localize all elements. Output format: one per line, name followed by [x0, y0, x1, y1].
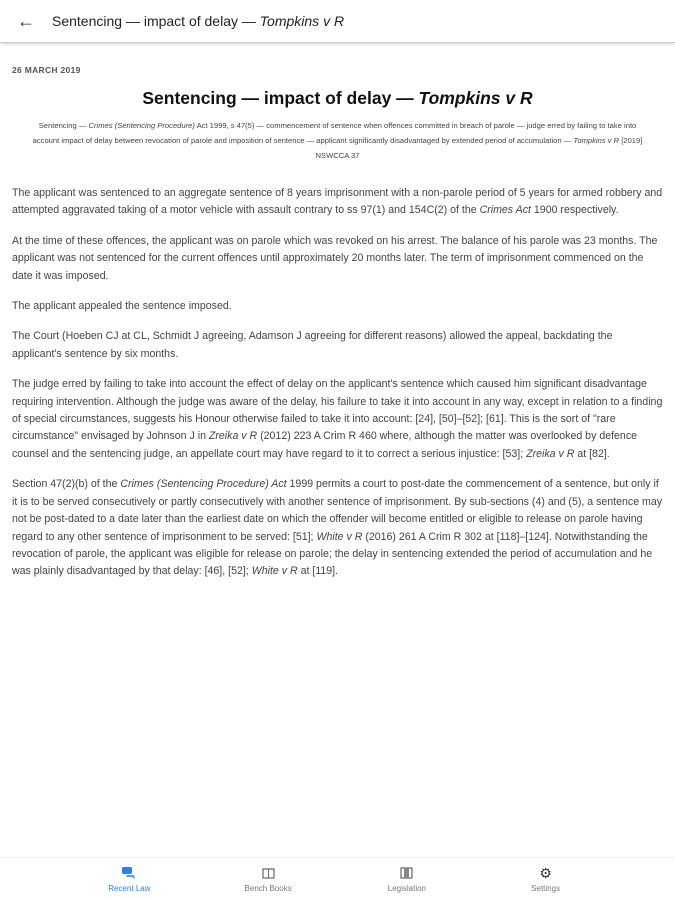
italic-citation: Crimes Act [479, 204, 531, 217]
article-paragraph [12, 328, 663, 363]
article [0, 43, 675, 857]
text-segment: at [119]. [297, 565, 339, 578]
arrow-left-icon: ← [17, 10, 35, 31]
italic-citation: Crimes (Sentencing Procedure) Act [120, 478, 287, 491]
article-paragraph [12, 298, 663, 315]
article-date: 26 MARCH 2019 [12, 65, 81, 75]
article-paragraph [12, 376, 663, 463]
text-segment: At the time of these offences, the applicant was on parole which was revoked on his arrest. The balance of his parole was 23 months. The applicant was not sentenced for the current offences until approximately 20 months later. The term of imprisonment commenced on the date it was imposed. [12, 234, 658, 282]
chat-icon [122, 865, 136, 881]
italic-citation: White v R [251, 565, 298, 578]
article-paragraph [12, 185, 663, 220]
back-button[interactable] [0, 0, 52, 43]
article-paragraph [12, 476, 663, 580]
italic-citation: Crimes (Sentencing Procedure) [88, 121, 195, 130]
article-title [12, 88, 663, 109]
app-bar-title [52, 13, 344, 29]
title-text: Sentencing — impact of delay — [52, 13, 260, 29]
text-segment: Act 1999, s 47(5) — commencement of sentence when offences committed in breach of parole — judge erred by failing to take into account impact of delay between revocation of parole and imposition of sentence — applicant significantly disadvantaged by extended period of accumulation — [32, 121, 637, 145]
app-bar [0, 0, 675, 43]
article-paragraph [12, 233, 663, 285]
text-segment: The judge erred by failing to take into account the effect of delay on the applicant's sentence which caused him significant disadvantage requiring intervention. Although the judge was aware of the delay, his failure to take it into account in any way, except in relation to a finding of special circumstances, suggests his Honour otherwise failed to take it into account: [24], [50]–[52]; [61]. This is the sort of "rare circumstance" envisaged by Johnson J in [12, 378, 663, 443]
gear-icon: ⚙ [539, 864, 552, 881]
title-case-name: Tompkins v R [259, 13, 345, 29]
text-segment: 1999 permits a court to post-date the commencement of a sentence, but only if it is to be served consecutively or partly consecutively with another sentence of imprisonment. By sub-sections (4) and (5), a sentence may not be post-dated to a date later than the earliest date on which the offender will become entitled or eligible to release on parole having regard to any other sentence of imprisonment to be served: [51]; [12, 478, 663, 543]
italic-citation: Zreika v R [208, 430, 258, 443]
text-segment: (2012) 223 A Crim R 460 where, although the matter was overlooked by defence counsel and the sentencing judge, an appellate court may have regard to it to correct a serious injustice: [53]; [12, 430, 638, 460]
nav-label: Bench Books [244, 884, 292, 893]
nav-bench-books[interactable] [213, 858, 323, 900]
nav-legislation[interactable] [352, 858, 462, 900]
text-segment: Sentencing — [38, 121, 89, 130]
text-segment: [2019] NSWCCA 37 [315, 136, 643, 160]
legislation-icon [400, 865, 413, 881]
article-title-case: Tompkins v R [418, 88, 533, 108]
italic-citation: Tompkins v R [573, 136, 620, 145]
italic-citation: White v R [316, 530, 363, 543]
text-segment: 1900 respectively. [530, 204, 619, 217]
text-segment: at [82]. [574, 447, 610, 460]
book-icon [262, 865, 275, 881]
nav-recent-law[interactable] [74, 858, 184, 900]
text-segment: (2016) 261 A Crim R 302 at [118]–[124]. Notwithstanding the revocation of parole, the applicant was eligible for release on parole; the delay in sentencing extended the period of accumulation and he was plainly disadvantaged by that delay: [46], [52]; [12, 530, 653, 578]
text-segment: Section 47(2)(b) of the [12, 478, 121, 491]
article-body [12, 185, 663, 581]
nav-label: Recent Law [108, 884, 151, 893]
nav-label: Settings [531, 884, 561, 893]
nav-settings[interactable] [491, 858, 601, 900]
nav-label: Legislation [387, 884, 426, 893]
text-segment: The applicant appealed the sentence imposed. [12, 300, 232, 313]
bottom-navigation [0, 857, 675, 900]
text-segment: The Court (Hoeben CJ at CL, Schmidt J agreeing, Adamson J agreeing for different reasons) allowed the appeal, backdating the applicant's sentence by six months. [12, 330, 613, 360]
article-summary [30, 118, 645, 163]
article-title-text: Sentencing — impact of delay — [142, 88, 419, 108]
italic-citation: Zreika v R [526, 447, 575, 460]
text-segment: The applicant was sentenced to an aggregate sentence of 8 years imprisonment with a non-parole period of 5 years for armed robbery and attempted aggravated taking of a motor vehicle with assault contrary to ss 97(1) and 154C(2) of the [12, 187, 663, 217]
